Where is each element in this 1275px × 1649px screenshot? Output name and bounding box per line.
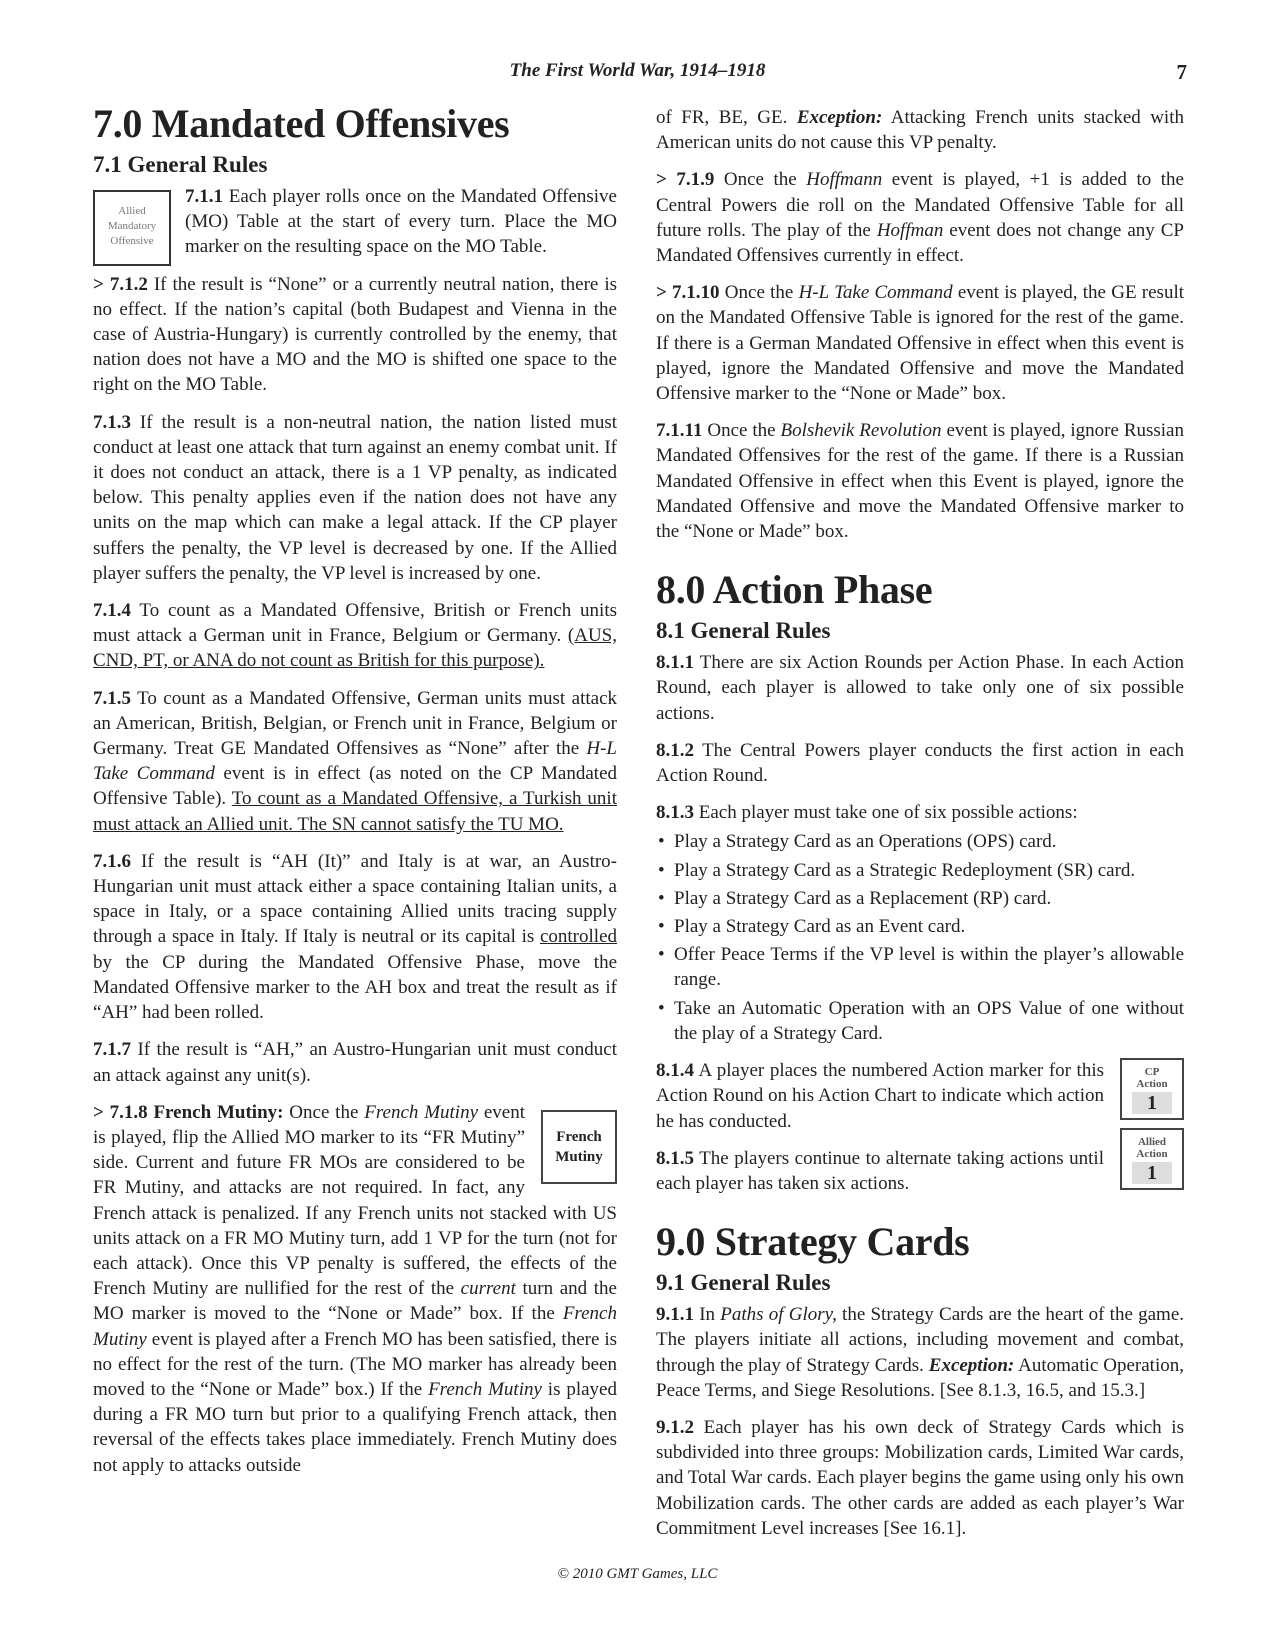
rule-7-1-3: 7.1.3 If the result is a non-neutral nation, the nation listed must conduct at least one attack that turn against an enemy combat unit. If it does not conduct an attack, there is a 1 VP penalty, as indicated below. This penalty applies even if the nation does not have any units on the map which can make a legal attack. If the CP player suffers the penalty, the VP level is decreased by one. If the Allied player suffers the penalty, the VP level is increased by one. xyxy=(93,411,617,584)
running-title: The First World War, 1914–1918 xyxy=(509,60,766,81)
rule-7-1-9: > 7.1.9 Once the Hoffmann event is played, +1 is added to the Central Powers die roll on the Mandated Offensive Table for all future rolls. The play of the Hoffman event does not change any CP Mandated Offensives currently in effect. xyxy=(656,169,1184,267)
section-8-heading: 8.0 Action Phase xyxy=(656,567,933,613)
section-7-heading: 7.0 Mandated Offensives xyxy=(93,101,510,146)
rule-8-1-1: 8.1.1 There are six Action Rounds per Action Phase. In each Action Round, each player is allowed to take only one of six possible actions. xyxy=(656,652,1184,724)
page-header xyxy=(0,58,1275,86)
action-markers xyxy=(1120,1058,1184,1190)
rule-7-1-11: 7.1.11 Once the Bolshevik Revolution event is played, ignore Russian Mandated Offensives for the rest of the game. If there is a Russian Mandated Offensive in effect when this Event is played, ignore the Mandated Offensive and move the Mandated Offensive marker to the “None or Made” box. xyxy=(656,420,1184,543)
right-column xyxy=(656,105,1184,1553)
section-9-1-heading: 9.1 General Rules xyxy=(656,1270,831,1296)
rule-7-1-8-continued: of FR, BE, GE. Exception: Attacking French units stacked with American units do not cause this VP penalty. xyxy=(656,107,1184,154)
section-9-heading: 9.0 Strategy Cards xyxy=(656,1219,970,1265)
rule-8-1-2: 8.1.2 The Central Powers player conducts the first action in each Action Round. xyxy=(656,739,1184,787)
rule-9-1-1: 9.1.1 In Paths of Glory, the Strategy Cards are the heart of the game. The players initiate all actions, including movement and combat, through the play of Strategy Cards. Exception: Automatic Operation, Peace Terms, and Siege Resolutions. [See 8.1.3, 16.5, and 15.3.] xyxy=(656,1304,1185,1401)
section-8-1-heading: 8.1 General Rules xyxy=(656,618,831,644)
rule-7-1-8: > 7.1.8 French Mutiny: Once the French Mutiny event is played, flip the Allied MO marker to its “FR Mutiny” side. Current and future FR MOs are considered to be FR Mutiny, and attacks are not required. In fact, any French attack is penalized. If any French units not stacked with US units attack on a FR MO Mutiny turn, add 1 VP for the turn (not for each attack). Once this VP penalty is suffered, the effects of the French Mutiny are nullified for the rest of the current turn and the MO marker is moved to the “None or Made” box. If the French Mutiny event is played after a French MO has been satisfied, there is no effect for the rest of the turn. (The MO marker has already been moved to the “None or Made” box.) If the French Mutiny is played during a FR MO turn but prior to a qualifying French attack, then reversal of the effects takes place immediately. French Mutiny does not apply to attacks outside xyxy=(93,1101,617,1476)
rule-7-1-6: 7.1.6 If the result is “AH (It)” and Italy is at war, an Austro-Hungarian unit must attack either a space containing Italian units, a space in Italy, or a space containing Allied units tracing supply through a space in Italy. If Italy is neutral or its capital is controlled by the CP during the Mandated Offensive Phase, move the Mandated Offensive marker to the AH box and treat the result as if “AH” had been rolled. xyxy=(93,850,617,1024)
rule-8-1-3: 8.1.3 Each player must take one of six possible actions: xyxy=(656,802,1078,824)
left-column xyxy=(93,100,617,1478)
rule-9-1-2: 9.1.2 Each player has his own deck of Strategy Cards which is subdivided into three groups: Mobilization cards, Limited War cards, and Total War cards. Each player begins the game using only his own Mobilization cards. The other cards are added as each player’s War Commitment Level increases [See 16.1]. xyxy=(656,1416,1184,1539)
allied-mo-marker xyxy=(93,190,171,266)
list-item: • Offer Peace Terms if the VP level is within the player’s allowable range. xyxy=(656,942,1184,992)
rule-7-1-4: 7.1.4 To count as a Mandated Offensive, British or French units must attack a German unit in France, Belgium or Germany. (AUS, CND, PT, or ANA do not count as British for this purpose). xyxy=(93,600,617,672)
rule-8-1-5: 8.1.5 The players continue to alternate taking actions until each player has taken six actions. xyxy=(656,1147,1104,1194)
list-item: • Play a Strategy Card as an Event card. xyxy=(656,914,1184,939)
french-mutiny-marker xyxy=(541,1110,617,1184)
rule-7-1-1: 7.1.1 Each player rolls once on the Mandated Offensive (MO) Table at the start of every turn. Place the MO marker on the resulting space on the MO Table. xyxy=(185,186,617,258)
list-item: • Take an Automatic Operation with an OPS Value of one without the play of a Strategy Card. xyxy=(656,996,1184,1046)
action-list xyxy=(656,829,1184,1046)
rule-7-1-10: > 7.1.10 Once the H-L Take Command event is played, the GE result on the Mandated Offensive Table is ignored for the rest of the game. If there is a German Mandated Offensive in effect when this event is played, ignore the Mandated Offensive and move the Mandated Offensive marker to the “None or Made” box. xyxy=(656,282,1184,405)
rule-7-1-2: > 7.1.2 If the result is “None” or a currently neutral nation, there is no effect. If the nation’s capital (both Budapest and Vienna in the case of Austria-Hungary) is currently controlled by the enemy, that nation does not have a MO and the MO is shifted one space to the right on the MO Table. xyxy=(93,273,618,396)
section-7-1-heading: 7.1 General Rules xyxy=(93,152,268,177)
list-item: • Play a Strategy Card as a Replacement (RP) card. xyxy=(656,886,1184,911)
rule-7-1-5: 7.1.5 To count as a Mandated Offensive, German units must attack an American, British, Belgian, or French unit in France, Belgium or Germany. Treat GE Mandated Offensives as “None” after the H-L Take Command event is in effect (as noted on the CP Mandated Offensive Table). To count as a Mandated Offensive, a Turkish unit must attack an Allied unit. The SN cannot satisfy the TU MO. xyxy=(93,687,617,835)
french-mutiny-marker-label: French Mutiny xyxy=(555,1128,603,1165)
rule-7-1-7: 7.1.7 If the result is “AH,” an Austro-Hungarian unit must conduct an attack against any unit(s). xyxy=(93,1039,617,1086)
allied-action-marker: Allied Action 1 xyxy=(1120,1128,1184,1190)
cp-action-marker: CP Action 1 xyxy=(1120,1058,1184,1120)
list-item: • Play a Strategy Card as an Operations (OPS) card. xyxy=(656,829,1184,854)
list-item: • Play a Strategy Card as a Strategic Redeployment (SR) card. xyxy=(656,858,1184,883)
page-number: 7 xyxy=(1176,60,1187,84)
allied-mo-marker-label: Allied Mandatory Offensive xyxy=(107,205,157,247)
rule-8-1-4: 8.1.4 A player places the numbered Action marker for this Action Round on his Action Chart to indicate which action he has conducted. xyxy=(656,1060,1104,1132)
copyright-footer: © 2010 GMT Games, LLC xyxy=(557,1566,718,1582)
